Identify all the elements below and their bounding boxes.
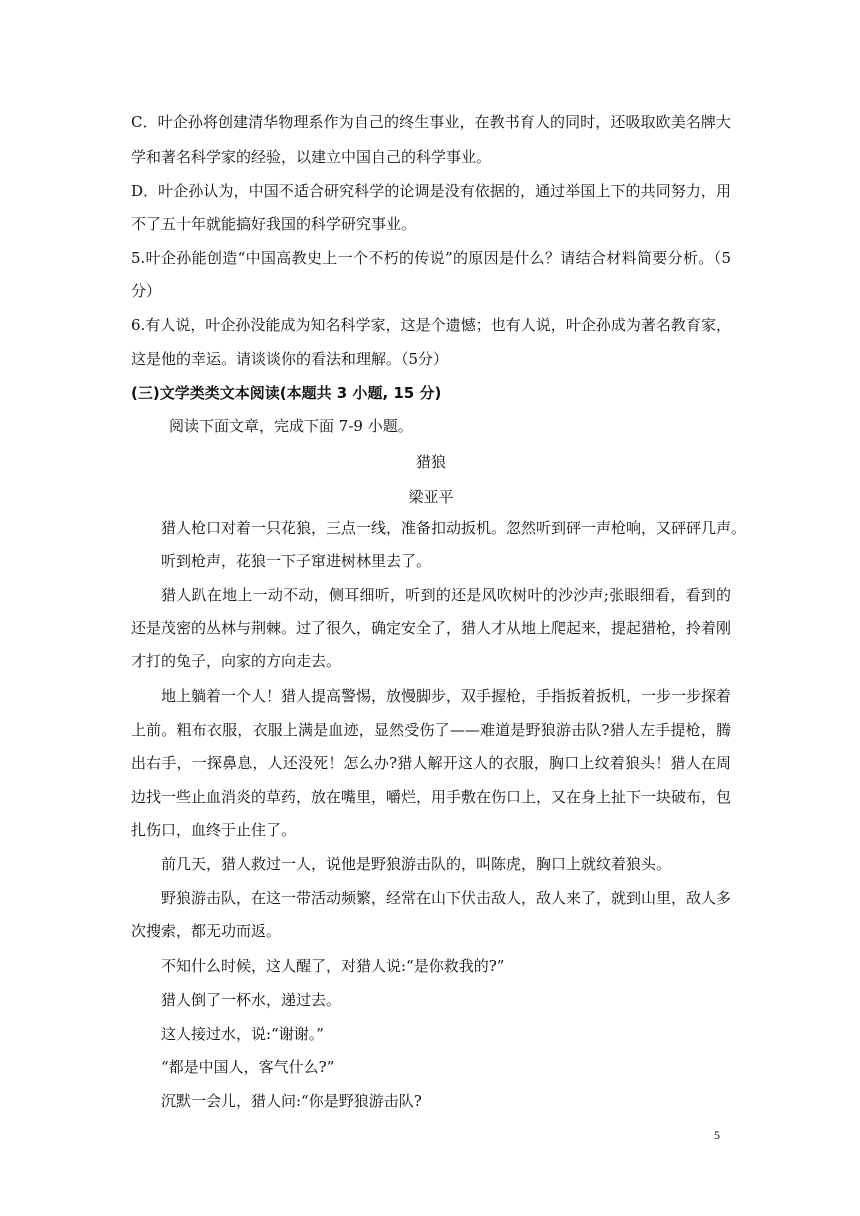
story-paragraph-5: 前几天，猎人救过一人，说他是野狼游击队的，叫陈虎，胸口上就纹着狼头。 xyxy=(161,855,672,873)
story-paragraph-10: “都是中国人，客气什么?” xyxy=(161,1058,335,1076)
question-6-line-1: 6.有人说，叶企孙没能成为知名科学家，这是个遗憾；也有人说，叶企孙成为著名教育家， xyxy=(131,316,731,334)
option-c-line-1: C．叶企孙将创建清华物理系作为自己的终生事业，在教书育人的同时，还吸取欧美名牌大 xyxy=(131,113,731,131)
option-d-line-1: D．叶企孙认为，中国不适合研究科学的论调是没有依据的，通过举国上下的共同努力，用 xyxy=(131,182,731,200)
story-paragraph-11: 沉默一会儿，猎人问:“你是野狼游击队? xyxy=(161,1092,422,1110)
story-title: 猎狼 xyxy=(415,453,446,471)
reading-instruction: 阅读下面文章，完成下面 7-9 小题。 xyxy=(169,417,413,435)
story-paragraph-4-line-2: 上前。粗布衣服，衣服上满是血迹，显然受伤了——难道是野狼游击队?猎人左手提枪，腾 xyxy=(131,721,731,739)
section-heading: (三)文学类类文本阅读(本题共 3 小题, 15 分) xyxy=(131,384,442,402)
story-paragraph-4-line-5: 扎伤口，血终于止住了。 xyxy=(131,821,297,839)
story-paragraph-6-line-1: 野狼游击队，在这一带活动频繁，经常在山下伏击敌人，敌人来了，就到山里，敌人多 xyxy=(161,889,732,907)
story-paragraph-6-line-2: 次搜索，都无功而返。 xyxy=(131,922,282,940)
story-paragraph-3-line-3: 才打的兔子，向家的方向走去。 xyxy=(131,652,342,670)
question-5-line-2: 分） xyxy=(131,282,162,300)
story-paragraph-9: 这人接过水，说:“谢谢。” xyxy=(161,1025,324,1043)
story-paragraph-4-line-1: 地上躺着一个人！猎人提高警惕，放慢脚步，双手握枪，手指扳着扳机，一步一步探着 xyxy=(161,687,732,705)
story-paragraph-4-line-3: 出右手，一探鼻息，人还没死！怎么办?猎人解开这人的衣服，胸口上纹着狼头！猎人在周 xyxy=(131,754,731,772)
question-6-line-2: 这是他的幸运。请谈谈你的看法和理解。（5分） xyxy=(131,350,449,368)
story-paragraph-2: 听到枪声，花狼一下子窜进树林里去了。 xyxy=(161,552,432,570)
story-paragraph-1: 猎人枪口对着一只花狼，三点一线，准备扣动扳机。忽然听到砰一声枪响，又砰砰几声。 xyxy=(161,519,747,537)
story-paragraph-8: 猎人倒了一杯水，递过去。 xyxy=(161,991,342,1009)
option-c-line-2: 学和著名科学家的经验，以建立中国自己的科学事业。 xyxy=(131,148,492,166)
page-number: 5 xyxy=(714,1128,720,1142)
story-paragraph-7: 不知什么时候，这人醒了，对猎人说:“是你救我的?” xyxy=(161,957,505,975)
story-author: 梁亚平 xyxy=(408,488,454,506)
question-5-line-1: 5.叶企孙能创造“中国高教史上一个不朽的传说”的原因是什么？请结合材料简要分析。（5 xyxy=(131,249,731,267)
story-paragraph-3-line-1: 猎人趴在地上一动不动，侧耳细听，听到的还是风吹树叶的沙沙声;张眼细看，看到的 xyxy=(161,586,731,604)
option-d-line-2: 不了五十年就能搞好我国的科学研究事业。 xyxy=(131,215,417,233)
story-paragraph-4-line-4: 边找一些止血消炎的草药，放在嘴里，嚼烂，用手敷在伤口上，又在身上扯下一块破布，包 xyxy=(131,788,732,806)
story-paragraph-3-line-2: 还是茂密的丛林与荆棘。过了很久，确定安全了，猎人才从地上爬起来，提起猎枪，拎着刚 xyxy=(131,619,732,637)
